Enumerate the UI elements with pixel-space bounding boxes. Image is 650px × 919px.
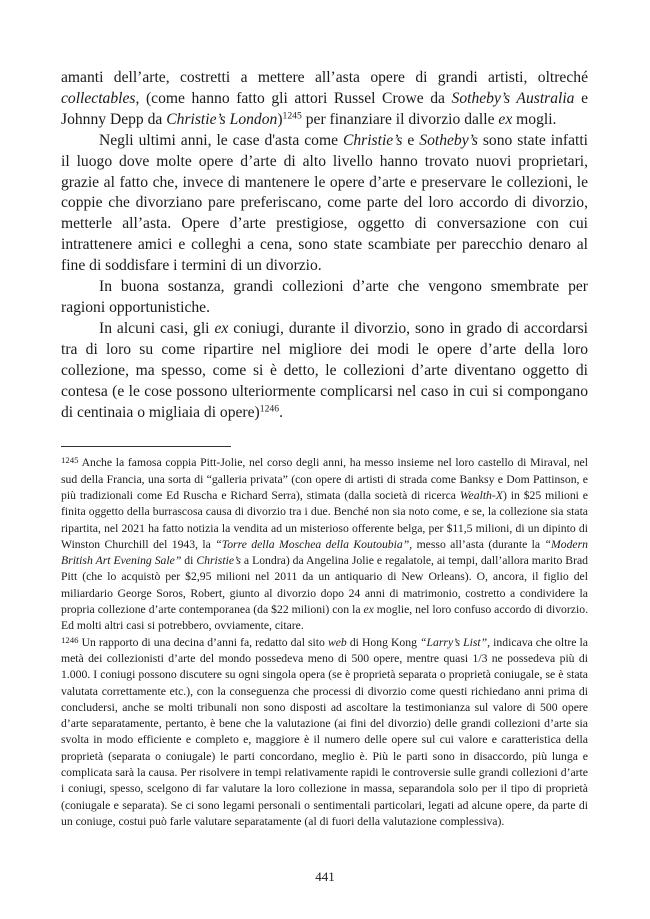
footnote <box>61 455 588 634</box>
text-run: moglie, nel loro confuso accordo di divorzio. Ed molti altri casi si potrebbero, ovviamente, citare. <box>61 603 588 633</box>
footnote-reference: 1246 <box>259 403 280 415</box>
text-run: mogli. <box>512 110 557 128</box>
footnote-text <box>61 456 588 632</box>
italic-text: ex <box>214 319 229 337</box>
italic-text: Christie’s <box>342 131 403 149</box>
text-run: di <box>181 554 197 568</box>
text-run: amanti dell’arte, costretti a mettere all’asta opere di grandi artisti, oltreché <box>61 69 588 86</box>
footnote-separator <box>61 446 231 447</box>
text-run: Anche la famosa coppia Pitt-Jolie, nel corso degli anni, ha messo insieme nel loro castello di Miraval, nel sud della Francia, una sorta di “galleria privata” (con opere di artisti di strada come Banksy e Dom Pattinson, e più tradizionali come Ed Ruscha e Richard Serra), stimata (dalla società di ricerca <box>61 456 588 502</box>
text-run: In alcuni casi, gli <box>99 319 215 337</box>
italic-text: web <box>327 635 347 649</box>
italic-text: Wealth-X <box>459 489 503 502</box>
text-run: ) <box>277 110 283 128</box>
italic-text: Sotheby’s <box>419 131 478 149</box>
italic-text: “Torre della Moschea della Koutoubia” <box>215 537 410 551</box>
text-run: a Londra) da Angelina Jolie e regalatole, ai tempi, dall’allora marito Brad Pitt (che lo acquistò per $2,95 milioni nel 2011 da un antiquario di New Orleans). O, ancora, il figlio del miliardario George Soros, Robert, giunto al divorzio dopo 24 anni di matrimonio, costretto a condividere la propria collezione d’arte contemporanea (da $22 milioni) con la <box>61 554 588 617</box>
footnotes <box>61 455 588 830</box>
footnote <box>61 635 588 831</box>
text-run: ) in $25 milioni e finita oggetto della burrascosa causa di divorzio tra i due. Benché non sia noto come, e se, la collezione sia stata ripartita, nel 2021 ha fatto notizia la vendita ad un misterioso offerente belga, per $11,5 milioni, di un dipinto di Winston Churchill del 1943, la <box>61 489 588 551</box>
text-run: e Johnny Depp da <box>61 89 588 128</box>
footnote-text <box>61 636 588 828</box>
text-run: Negli ultimi anni, le case d'asta come <box>99 131 343 149</box>
text-run: sono state infatti il luogo dove molte opere d’arte di alto livello hanno trovato nuovi proprietari, grazie al fatto che, invece di mantenere le opere d’arte e preservare le collezioni, le coppie che divorziano pare preferiscano, come parte del loro accordo di divorzio, metterle all’asta. Opere d’arte prestigiose, oggetto di conversazione con cui intrattenere amici e colleghi a cena, sono state scambiate per parecchio denaro al fine di soddisfare i termini di un divorzio. <box>61 131 589 275</box>
text-run: per finanziare il divorzio dalle <box>301 110 499 128</box>
paragraph <box>61 131 588 277</box>
text-run: , (come hanno fatto gli attori Russel Crowe da <box>135 89 452 107</box>
text-run: Un rapporto di una decina d’anni fa, redatto dal sito <box>78 635 328 649</box>
page-number: 441 <box>315 869 335 884</box>
main-text <box>61 68 588 423</box>
text-run: , indicava che oltre la metà dei collezionisti d’arte del mondo possedeva meno di 500 opere, mentre quasi 1/3 ne possedeva più di 1.000. I coniugi possono discutere su ogni singola opera (se è proprietà separata o proprietà coniugale, se è stata valutata correttamente etc.), con la conseguenza che processi di divorzio come questi richiedano anni prima di concludersi, anche se molti tribunali non sono disposti ad ascoltare la testimonianza sul valore di 500 opere d’arte separatamente, pertanto, è bene che la valutazione (ai fini del divorzio) delle grandi collezioni d’arte sia svolta in modo efficiente e completo e, maggiore è il numero delle opere sul cui valore e caratteristica della proprietà (separata o coniugale) le parti concordano, meglio è. Più le parti sono in disaccordo, più lunga e complicata sarà la causa. Per risolvere in tempi relativamente rapidi le controversie sulle grandi collezioni d’arte i coniugi, spesso, scelgono di far valutare la loro collezione in massa, separandola solo per il tipo di proprietà (coniugale e separata). Se ci sono legami personali o sentimentali particolari, legati ad alcune opere, da parte di un coniuge, costui può farle valutare separatamente (al di fuori della valutazione complessiva). <box>61 635 588 828</box>
italic-text: ex <box>498 110 513 128</box>
italic-text: collectables <box>61 89 136 107</box>
text-run: In buona sostanza, grandi collezioni d’arte che vengono smembrate per ragioni opportunistiche. <box>61 278 588 316</box>
text-run: coniugi, durante il divorzio, sono in grado di accordarsi tra di loro su come ripartire nel migliore dei modi le opere d’arte della loro collezione, ma spesso, come si è detto, le collezioni d’arte diventano oggetto di contesa (e le cose possono ulteriormente complicarsi nel caso in cui si compongano di centinaia o migliaia di opere) <box>61 319 588 421</box>
italic-text: “Larry’s List” <box>420 635 488 649</box>
footnote-reference: 1245 <box>282 110 302 122</box>
italic-text: ex <box>363 603 374 617</box>
footnote-number: 1246 <box>61 634 79 645</box>
paragraph <box>61 319 588 424</box>
text-run: di Hong Kong <box>346 635 421 649</box>
text-run: . <box>279 403 283 421</box>
paragraph <box>61 68 588 131</box>
italic-text: “Modern British Art Evening Sale” <box>61 537 588 568</box>
paragraph <box>61 277 588 319</box>
italic-text: Christie’s London <box>166 110 278 128</box>
text-run: , messo all’asta (durante la <box>409 537 545 551</box>
italic-text: Christie’s <box>196 554 241 568</box>
footnote-number: 1245 <box>61 455 79 466</box>
text-run: e <box>402 131 420 149</box>
italic-text: Sotheby’s Australia <box>451 89 575 107</box>
